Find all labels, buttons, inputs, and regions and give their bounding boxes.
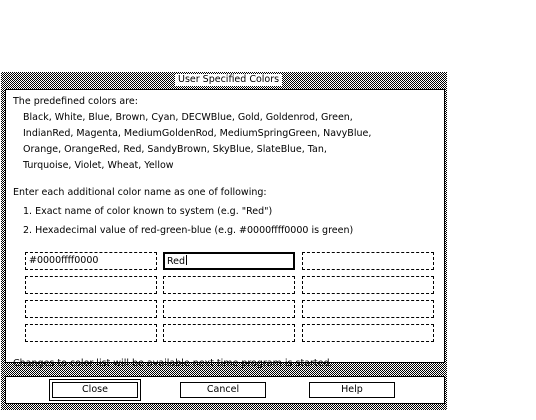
color-field-value: #0000ffff0000 <box>29 255 99 266</box>
dialog-title: User Specified Colors <box>175 74 282 86</box>
predefined-colors-heading: The predefined colors are: <box>13 96 138 107</box>
predefined-colors-line: IndianRed, Magenta, MediumGoldenRod, MediumSpringGreen, NavyBlue, <box>23 128 372 139</box>
color-field-r3c2[interactable] <box>163 300 295 318</box>
instruction-item-2: 2. Hexadecimal value of red-green-blue (e.g. #0000ffff0000 is green) <box>23 225 354 236</box>
button-bar <box>1 374 447 410</box>
color-field-r4c3[interactable] <box>302 324 434 342</box>
user-specified-colors-dialog <box>1 72 447 410</box>
title-bar[interactable] <box>1 72 447 88</box>
footer-note: Changes to color list will be available next time program is started. <box>13 358 333 369</box>
predefined-colors-line: Turquoise, Violet, Wheat, Yellow <box>23 160 174 171</box>
color-field-r3c1[interactable] <box>25 300 157 318</box>
instruction-item-1: 1. Exact name of color known to system (e.g. "Red") <box>23 206 273 217</box>
instructions-heading: Enter each additional color name as one of following: <box>13 187 267 198</box>
color-field-value: Red <box>167 256 186 267</box>
color-field-r2c2[interactable] <box>163 276 295 294</box>
color-field-r1c3[interactable] <box>302 252 434 270</box>
color-field-r2c1[interactable] <box>25 276 157 294</box>
predefined-colors-line: Black, White, Blue, Brown, Cyan, DECWBlue, Gold, Goldenrod, Green, <box>23 112 353 123</box>
text-cursor <box>186 255 187 265</box>
color-field-r4c2[interactable] <box>163 324 295 342</box>
color-field-r3c3[interactable] <box>302 300 434 318</box>
button-row <box>5 376 445 404</box>
close-button[interactable]: Close <box>52 382 138 398</box>
cancel-button[interactable]: Cancel <box>180 382 266 398</box>
color-field-r1c2[interactable] <box>163 252 295 270</box>
predefined-colors-line: Orange, OrangeRed, Red, SandyBrown, SkyBlue, SlateBlue, Tan, <box>23 144 327 155</box>
color-field-r1c1[interactable] <box>25 252 157 270</box>
dialog-content <box>5 89 445 369</box>
help-button[interactable]: Help <box>309 382 395 398</box>
color-field-r4c1[interactable] <box>25 324 157 342</box>
color-field-r2c3[interactable] <box>302 276 434 294</box>
